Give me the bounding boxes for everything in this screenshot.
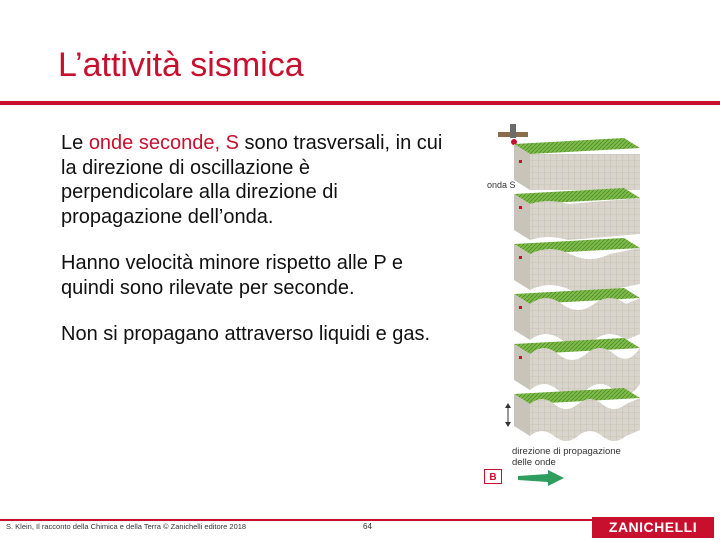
publisher-logo: ZANICHELLI [592,517,714,538]
s-wave-illustration [478,118,656,490]
wave-block-6 [505,388,640,441]
wave-s-label: onda S [487,180,516,190]
wave-block-5 [514,338,640,396]
paragraph-velocity: Hanno velocità minore rispetto alle P e quindi sono rilevate per seconde. [61,252,404,299]
page-number: 64 [363,522,372,531]
wave-block-1 [514,138,640,190]
wave-block-4 [514,288,640,346]
paragraph-s-waves [61,131,446,229]
paragraph-post: sono trasversali, in cui la direzione di oscillazione è perpendicolare alla direzione di propagazione dell’onda. [61,132,443,228]
hammer-icon [498,124,528,145]
paragraph-pre: Le [61,132,89,154]
wave-block-2 [514,188,640,240]
highlight-term: onde seconde, S [88,132,239,154]
paragraph-liquids: Non si propagano attraverso liquidi e gas. [61,323,431,345]
title-divider [0,101,720,105]
slide-title: L’attività sismica [58,46,304,84]
slide-body [61,131,446,369]
propagation-arrow-icon [518,470,564,486]
footer-credit: S. Klein, Il racconto della Chimica e della Terra © Zanichelli editore 2018 [6,522,247,531]
s-wave-blocks-graphic [478,118,656,490]
footer-divider [0,519,598,521]
figure-caption: direzione di propagazione delle onde [512,446,621,468]
wave-block-3 [514,238,640,295]
figure-tag: B [484,469,502,484]
